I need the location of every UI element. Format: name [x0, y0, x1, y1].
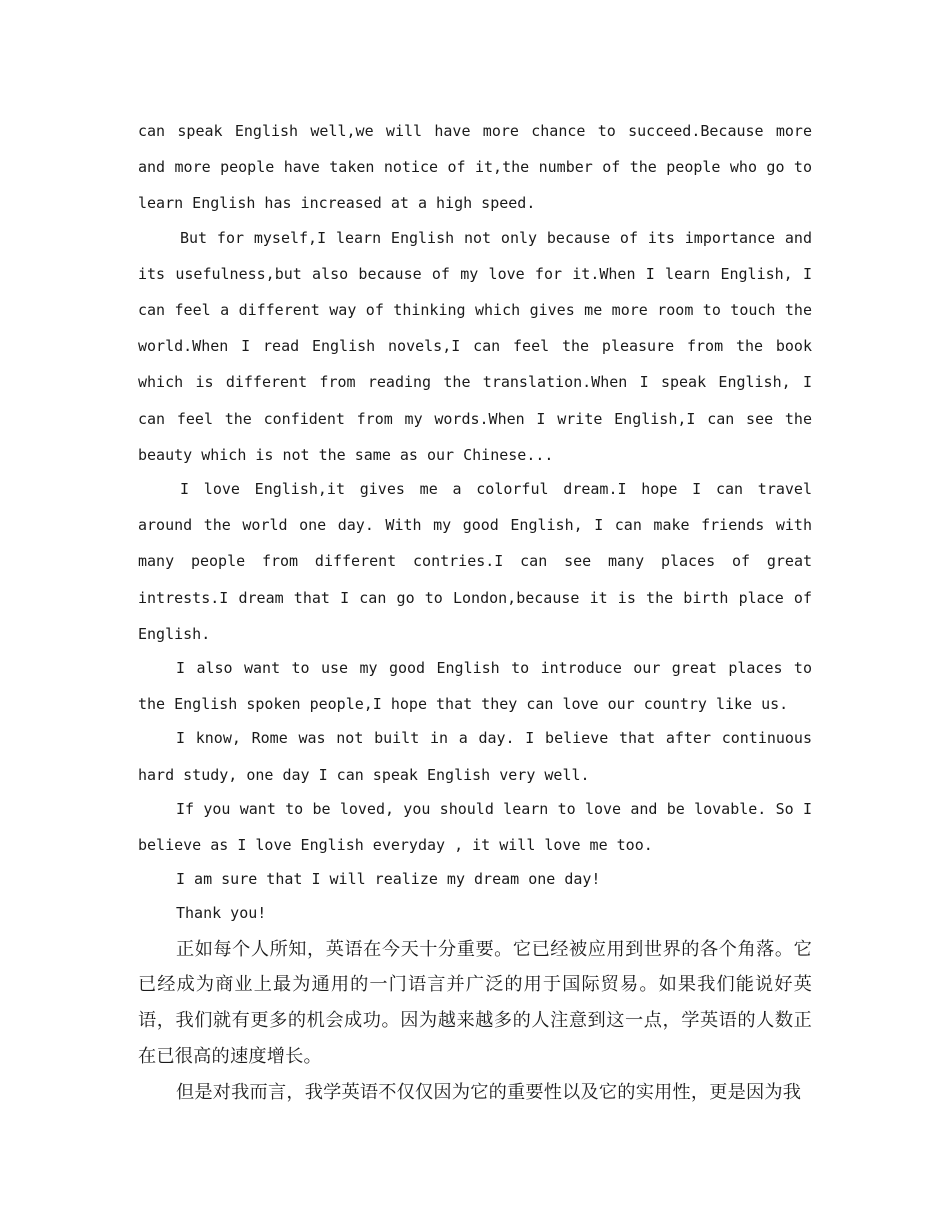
paragraph-en-4: I also want to use my good English to introduce our great places to the English spoken people,I hope that they can love our country like us.	[138, 659, 812, 714]
paragraph-en-2: But for myself,I learn English not only because of its importance and its usefulness,but also because of my love for it.When I learn English, I can feel a different way of thinking which gives me more room to touch the world.When I read English novels,I can feel the pleasure from the book which is different from reading the translation.When I speak English, I can feel the confident from my words.When I write English,I can see the beauty which is not the same as our Chinese...	[138, 228, 812, 464]
paragraph-en-5: I know, Rome was not built in a day. I believe that after continuous hard study, one day I can speak English very well.	[138, 729, 812, 784]
paragraph-en-8: Thank you!	[176, 904, 267, 923]
paragraph-zh-2: 但是对我而言，我学英语不仅仅因为它的重要性以及它的实用性，更是因为我	[176, 1081, 802, 1103]
document-body	[138, 113, 812, 1111]
paragraph-en-3: I love English,it gives me a colorful dream.I hope I can travel around the world one day. With my good English, I can make friends with many people from different contries.I can see many places of great intrests.I dream that I can go to London,because it is the birth place of English.	[138, 480, 812, 643]
paragraph-en-6: If you want to be loved, you should learn to love and be lovable. So I believe as I love English everyday , it will love me too.	[138, 799, 812, 855]
paragraph-zh-1: 正如每个人所知，英语在今天十分重要。它已经被应用到世界的各个角落。它已经成为商业上最为通用的一门语言并广泛的用于国际贸易。如果我们能说好英语，我们就有更多的机会成功。因为越来越多的人注意到这一点，学英语的人数正在已很高的速度增长。	[138, 938, 812, 1068]
paragraph-en-1: can speak English well,we will have more chance to succeed.Because more and more people have taken notice of it,the number of the people who go to learn English has increased at a high speed.	[138, 122, 812, 213]
paragraph-en-7: I am sure that I will realize my dream one day!	[176, 870, 601, 889]
